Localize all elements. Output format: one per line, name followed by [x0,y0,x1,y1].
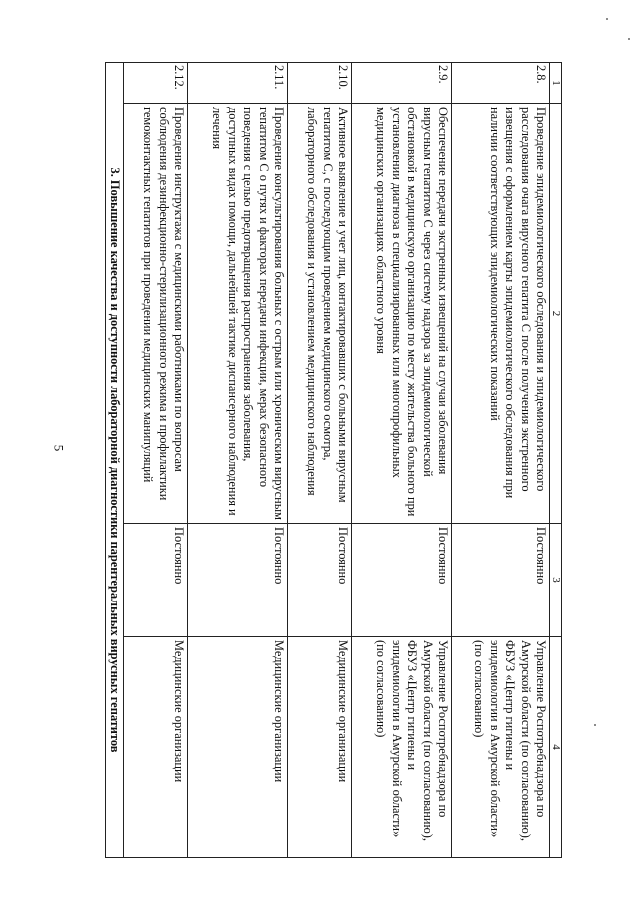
row-number: 2.8. [452,63,550,104]
table-row [188,63,288,858]
measure-cell: Проведение инструктажа с медицинскими работниками по вопросам соблюдения дезинфекционно-стерилизационного режима и профилактики гемоконтактных гепатитов при проведении медицинских манипуляций [124,104,188,524]
scan-speck [594,724,596,726]
executor-cell: Управление Роспотребнадзора по Амурской области (по согласованию), ФБУЗ «Центр гигиены и эпидемиологии в Амурской области» (по согласованию) [352,637,452,858]
executor-cell: Медицинские организации [288,637,352,858]
row-number: 2.10. [288,63,352,104]
section-heading: 3. Повышение качества и доступности лабораторной диагностики парентеральных вирусных гепатитов [105,63,123,858]
deadline-cell: Постоянно [352,524,452,637]
page-number: 5 [51,444,67,452]
deadline-cell: Постоянно [288,524,352,637]
column-header: 4 [550,637,562,858]
deadline-cell: Постоянно [452,524,550,637]
executor-cell: Медицинские организации [188,637,288,858]
column-header: 1 [550,63,562,104]
row-number: 2.11. [188,63,288,104]
deadline-cell: Постоянно [124,524,188,637]
section-heading-row [105,63,123,858]
table-row [452,63,550,858]
table-row [288,63,352,858]
deadline-cell: Постоянно [188,524,288,637]
table-header-row [550,63,562,858]
table-row [352,63,452,858]
executor-cell: Управление Роспотребнадзора по Амурской области (по согласованию), ФБУЗ «Центр гигиены и эпидемиологии в Амурской области» (по согласованию) [452,637,550,858]
scan-speck [628,38,630,40]
measure-cell: Обеспечение передачи экстренных извещений на случаи заболевания вирусным гепатитом С через систему надзора за эпидемиологической обстановкой в медицинскую организацию по месту жительства больного при установлении диагноза в специализированных или многопрофильных медицинских организациях областного уровня [352,104,452,524]
row-number: 2.12. [124,63,188,104]
measure-cell: Активное выявление и учет лиц, контактировавших с больными вирусным гепатитом С, с последующим проведением медицинского осмотра, лабораторного обследования и установлением медицинского наблюдения [288,104,352,524]
executor-cell: Медицинские организации [124,637,188,858]
measure-cell: Проведение эпидемиологического обследования и эпидемиологического расследования очага вирусного гепатита С после получения экстренного извещения с оформлением карты эпидемиологического обследования при наличии соответствующих эпидемиологических показаний [452,104,550,524]
column-header: 3 [550,524,562,637]
measure-cell: Проведение консультирования больных с острым или хроническим вирусным гепатитом С о путях и факторах передачи инфекции, мерах безопасного поведения с целью предотвращения распространения заболевания, доступных видах помощи, дальнейшей тактике диспансерного наблюдения и лечения [188,104,288,524]
rotated-table-area [108,62,562,857]
scan-speck [606,18,608,20]
row-number: 2.9. [352,63,452,104]
measures-table [105,62,562,858]
column-header: 2 [550,104,562,524]
table-row [124,63,188,858]
